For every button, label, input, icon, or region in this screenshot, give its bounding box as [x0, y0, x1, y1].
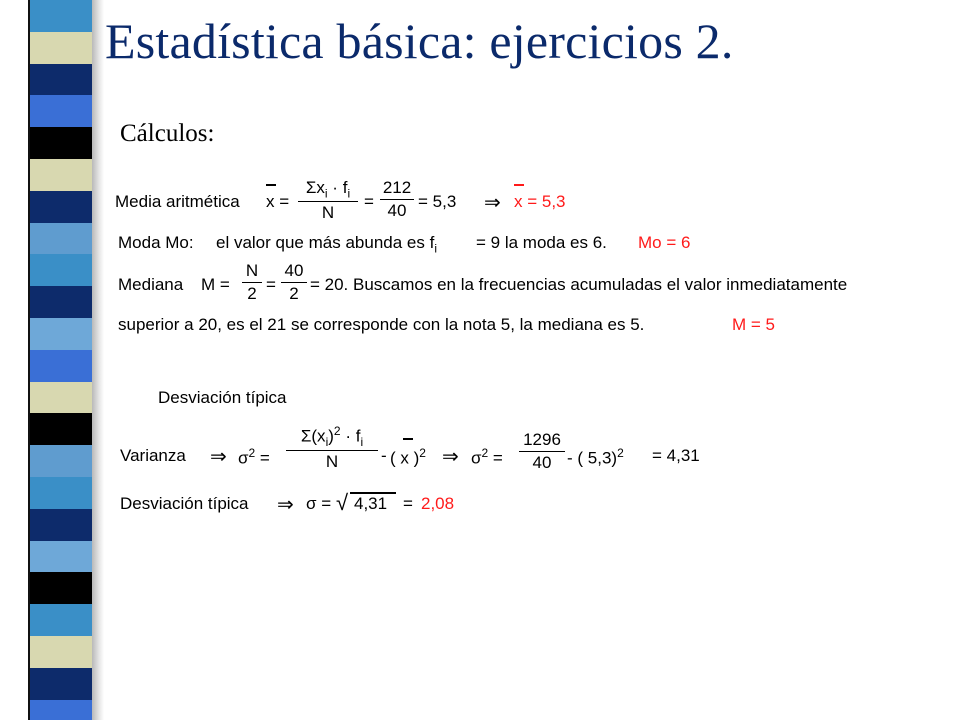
varianza-arrow: ⇒: [210, 446, 227, 468]
varianza-xbar-overline: [403, 438, 413, 440]
desviacion-eq: =: [403, 494, 413, 513]
varianza-arrow-2: ⇒: [442, 446, 459, 468]
stripe-segment: [30, 318, 92, 350]
moda-text2: = 9 la moda es 6.: [476, 233, 607, 252]
media-equals: =: [364, 192, 374, 211]
media-formula-fraction: $\Sigma x_i \cdot f_i$ N: [298, 178, 358, 223]
stripe-shadow: [92, 0, 104, 720]
stripe-segment: [30, 350, 92, 382]
slide-title: Estadística básica: ejercicios 2.: [105, 13, 734, 69]
media-value-fraction: $\frac{212}{40}$: [380, 178, 414, 221]
mediana-eq: =: [266, 275, 276, 294]
stripe-segment: [30, 286, 92, 318]
varianza-minus: -: [381, 446, 387, 465]
varianza-sigma2: $\sigma^2$ =: [238, 446, 270, 468]
stripe-segment: [30, 604, 92, 636]
mediana-M: M =: [201, 275, 230, 294]
stripe-segment: [30, 382, 92, 414]
mediana-final-result: M = 5: [732, 315, 775, 334]
varianza-label: Varianza: [120, 446, 186, 465]
mediana-text: = 20. Buscamos en la frecuencias acumuladas el valor inmediatamente: [310, 275, 848, 294]
moda-text: el valor que más abunda es $f_i$: [216, 233, 437, 256]
sqrt-icon: √: [336, 490, 349, 515]
implies-arrow: ⇒: [484, 192, 501, 214]
varianza-sigma2-b: $\sigma^2$ =: [471, 446, 503, 468]
stripe-segment: [30, 477, 92, 509]
stripe-segment: [30, 509, 92, 541]
varianza-minus-53: - ( 5,3)$^2$: [567, 446, 624, 468]
stripe-segment: [30, 668, 92, 700]
stripe-segment: [30, 64, 92, 96]
decorative-stripe-bar: [30, 0, 92, 720]
varianza-value-fraction: $\frac{1296}{40}$: [519, 430, 565, 473]
media-xbar: x =: [266, 192, 290, 211]
varianza-formula-fraction: $\frac{\Sigma(x_i)^2 \cdot f_i}{N}$: [286, 424, 378, 472]
varianza-xbar-sq: ( x )$^2$: [390, 446, 426, 468]
stripe-segment: [30, 636, 92, 668]
desviacion-sigma: σ =: [306, 494, 332, 513]
mediana-fraction-1: $\frac{N}{2}$: [242, 261, 262, 304]
varianza-result: = 4,31: [652, 446, 700, 465]
stripe-segment: [30, 413, 92, 445]
stripe-segment: [30, 572, 92, 604]
moda-final-result: Mo = 6: [638, 233, 691, 252]
stripe-segment: [30, 32, 92, 64]
stripe-segment: [30, 159, 92, 191]
media-label: Media aritmética: [115, 192, 240, 211]
stripe-segment: [30, 191, 92, 223]
stripe-segment: [30, 223, 92, 255]
xbar-overline: [266, 184, 276, 186]
media-result: = 5,3: [418, 192, 457, 211]
mediana-fraction-2: $\frac{40}{2}$: [281, 261, 307, 304]
stripe-segment: [30, 95, 92, 127]
desviacion-heading: Desviación típica: [158, 388, 287, 407]
stripe-segment: [30, 127, 92, 159]
stripe-segment: [30, 254, 92, 286]
stripe-segment: [30, 541, 92, 573]
stripe-segment: [30, 0, 92, 32]
desviacion-arrow: ⇒: [277, 494, 294, 516]
stripe-segment: [30, 700, 92, 720]
desviacion-final-result: 2,08: [421, 494, 455, 513]
mediana-line2: superior a 20, es el 21 se corresponde con la nota 5, la mediana es 5.: [118, 315, 645, 334]
moda-label: Moda Mo:: [118, 233, 194, 252]
mediana-label: Mediana: [118, 275, 184, 294]
sqrt-radicand: 4,31: [354, 494, 388, 513]
slide-subtitle: Cálculos:: [120, 120, 215, 147]
media-final-result: x = 5,3: [514, 192, 566, 211]
final-xbar-overline: [514, 184, 524, 186]
stripe-segment: [30, 445, 92, 477]
desviacion-tipica-label: Desviación típica: [120, 494, 249, 513]
